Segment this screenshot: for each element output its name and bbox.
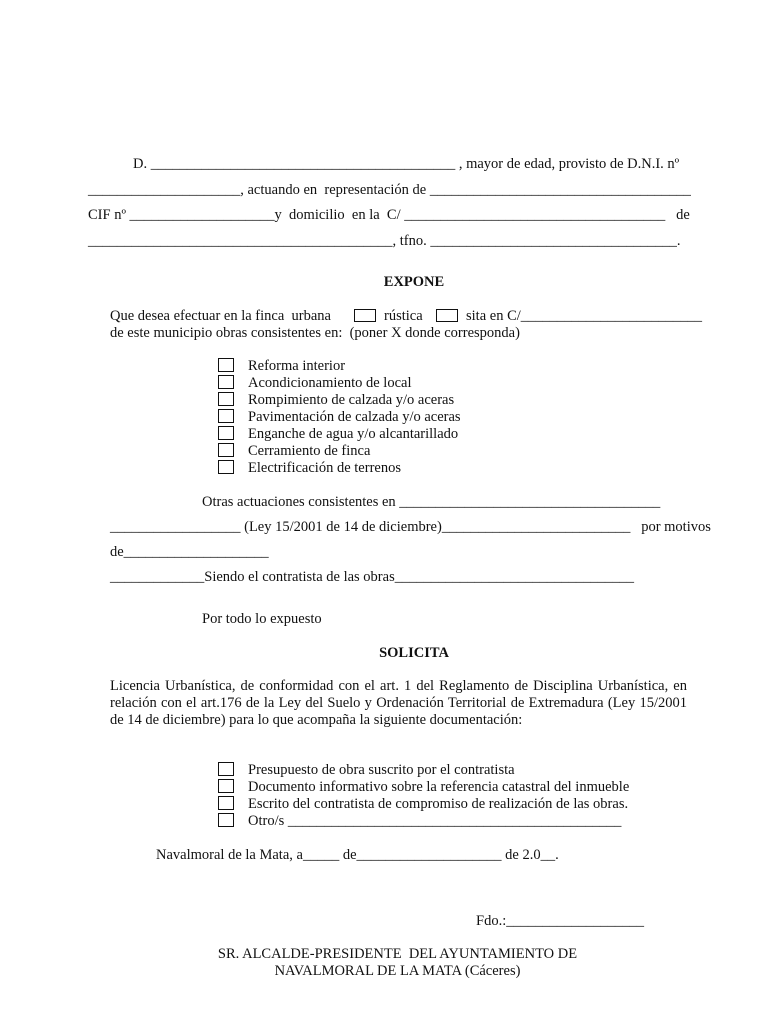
urbana-checkbox[interactable] [354, 309, 376, 322]
finca-urbana-label: Que desea efectuar en la finca urbana [110, 308, 331, 324]
por-todo-lo-expuesto: Por todo lo expuesto [202, 611, 322, 627]
option-checkbox[interactable] [218, 358, 234, 372]
dni-representation-line[interactable]: _____________________, actuando en representación de ____________________________________ [88, 182, 691, 198]
phone-line[interactable]: __________________________________________, tfno. __________________________________. [88, 233, 681, 249]
applicant-name-line[interactable]: D. __________________________________________ , mayor de edad, provisto de D.N.I. nº [133, 156, 680, 172]
works-intro: de este municipio obras consistentes en: (poner X donde corresponda) [110, 325, 520, 341]
doc-checkbox[interactable] [218, 796, 234, 810]
doc-checkbox[interactable] [218, 762, 234, 776]
signature-line[interactable]: Fdo.:___________________ [476, 913, 644, 929]
addressee-line-1: SR. ALCALDE-PRESIDENTE DEL AYUNTAMIENTO DE [217, 946, 578, 962]
option-label: Electrificación de terrenos [248, 460, 401, 476]
expone-heading: EXPONE [383, 274, 445, 290]
option-checkbox[interactable] [218, 392, 234, 406]
cif-address-line[interactable]: CIF nº ____________________y domicilio en la C/ ____________________________________ de [88, 207, 690, 223]
other-actions-line[interactable]: Otras actuaciones consistentes en ____________________________________ [202, 494, 661, 510]
option-checkbox[interactable] [218, 460, 234, 474]
solicita-heading: SOLICITA [379, 645, 449, 661]
doc-label[interactable]: Otro/s ______________________________________________ [248, 813, 622, 829]
doc-label: Presupuesto de obra suscrito por el contratista [248, 762, 515, 778]
option-label: Rompimiento de calzada y/o aceras [248, 392, 455, 408]
addressee-line-2: NAVALMORAL DE LA MATA (Cáceres) [274, 963, 521, 979]
law-reference-line[interactable]: __________________ (Ley 15/2001 de 14 de diciembre)__________________________ por motivos [110, 519, 711, 535]
option-checkbox[interactable] [218, 443, 234, 457]
option-label: Reforma interior [248, 358, 346, 374]
date-line[interactable]: Navalmoral de la Mata, a_____ de____________________ de 2.0__. [156, 847, 559, 863]
motives-line[interactable]: de____________________ [110, 544, 269, 560]
finca-rustica-label: rústica [384, 308, 423, 324]
option-checkbox[interactable] [218, 375, 234, 389]
doc-checkbox[interactable] [218, 813, 234, 827]
doc-checkbox[interactable] [218, 779, 234, 793]
doc-label: Documento informativo sobre la referencia catastral del inmueble [248, 779, 630, 795]
option-checkbox[interactable] [218, 409, 234, 423]
rustica-checkbox[interactable] [436, 309, 458, 322]
option-checkbox[interactable] [218, 426, 234, 440]
option-label: Enganche de agua y/o alcantarillado [248, 426, 459, 442]
license-paragraph: Licencia Urbanística, de conformidad con el art. 1 del Reglamento de Disciplina Urbanística, en relación con el art.176 de la Ley del Suelo y Ordenación Territorial de Extremadura (Ley 15/2001 de 14 de diciembre) para lo que acompaña la siguiente documentación: [110, 678, 687, 728]
street-line[interactable]: sita en C/_________________________ [466, 308, 703, 324]
doc-label: Escrito del contratista de compromiso de realización de las obras. [248, 796, 629, 812]
contractor-line[interactable]: _____________Siendo el contratista de las obras_________________________________ [110, 569, 634, 585]
option-label: Pavimentación de calzada y/o aceras [248, 409, 461, 425]
option-label: Cerramiento de finca [248, 443, 371, 459]
option-label: Acondicionamiento de local [248, 375, 412, 391]
